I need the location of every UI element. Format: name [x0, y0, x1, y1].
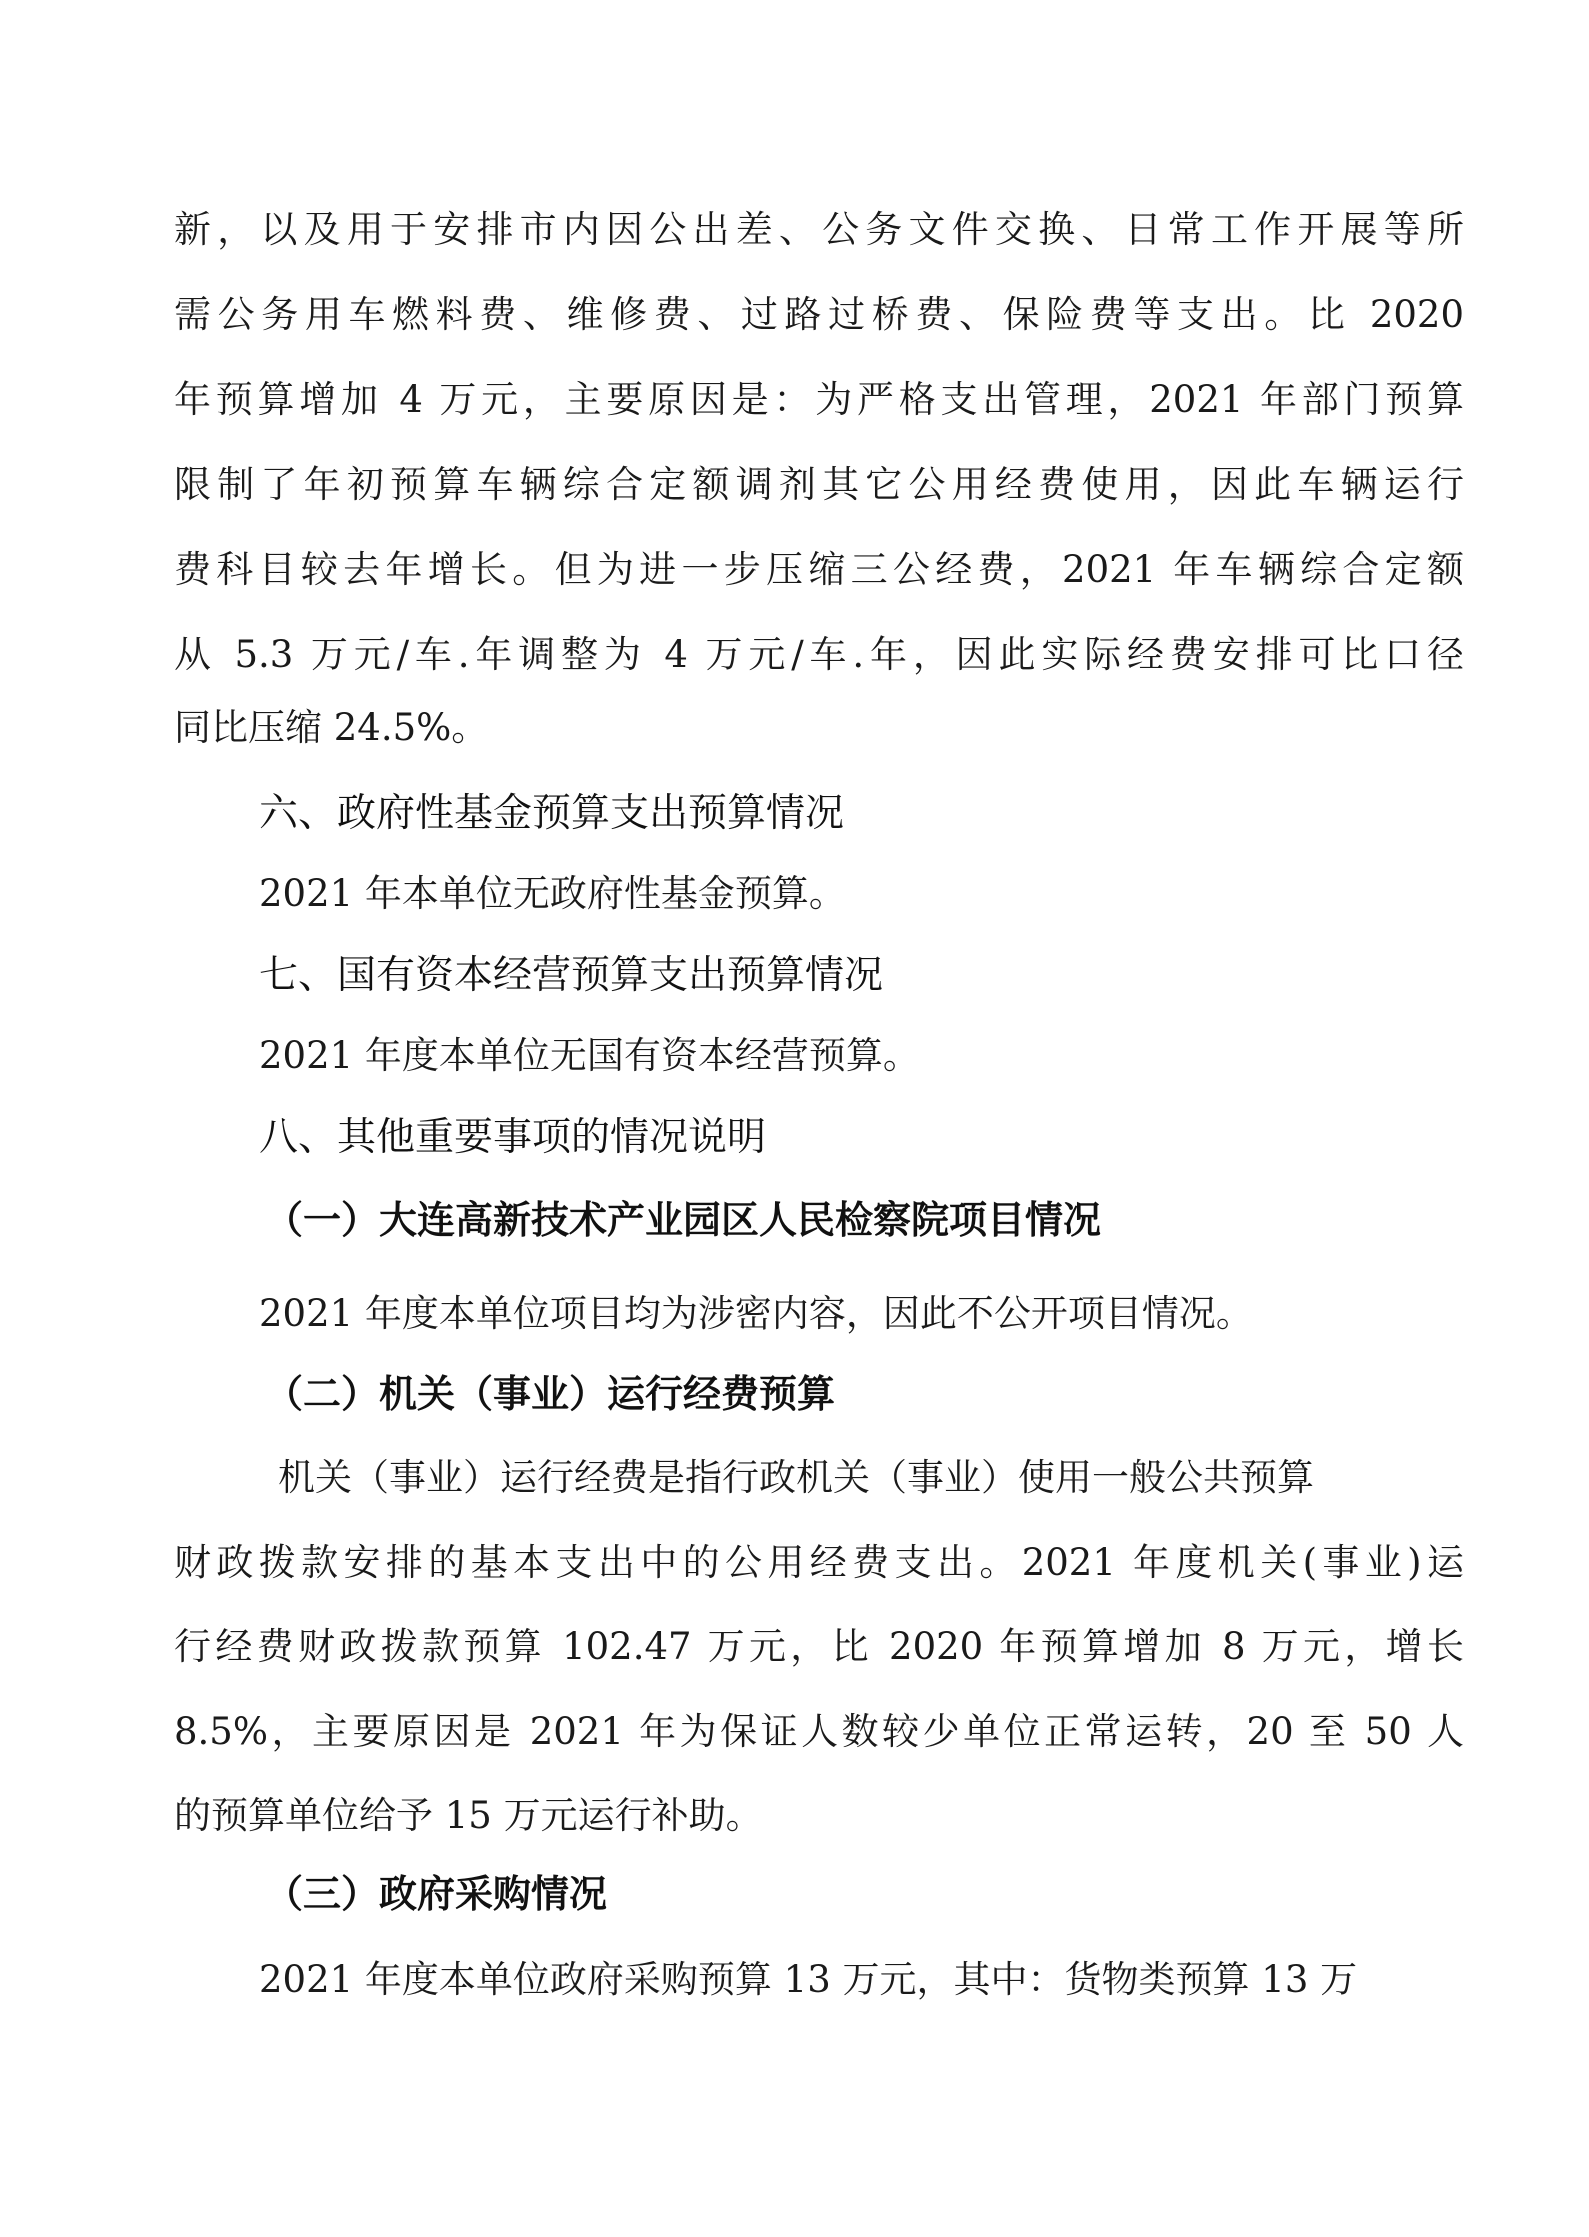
- subsection-heading-1: （一）大连高新技术产业园区人民检察院项目情况: [265, 1198, 1102, 1242]
- subsection-heading-2: （二）机关（事业）运行经费预算: [265, 1372, 836, 1416]
- section-heading-6: 六、政府性基金预算支出预算情况: [259, 791, 845, 836]
- subsection-text-1: 2021 年度本单位项目均为涉密内容，因此不公开项目情况。: [259, 1292, 1253, 1335]
- paragraph-line: 8.5%，主要原因是 2021 年为保证人数较少单位正常运转，20 至 50 人: [174, 1710, 1464, 1753]
- paragraph-line: 年预算增加 4 万元，主要原因是：为严格支出管理，2021 年部门预算: [174, 378, 1464, 421]
- paragraph-line: 从 5.3 万元/车.年调整为 4 万元/车.年，因此实际经费安排可比口径: [174, 633, 1464, 676]
- paragraph-line: 同比压缩 24.5%。: [174, 706, 489, 749]
- section-text-7: 2021 年度本单位无国有资本经营预算。: [259, 1034, 920, 1077]
- paragraph-line: 财政拨款安排的基本支出中的公用经费支出。2021 年度机关(事业)运: [174, 1541, 1464, 1584]
- subsection-text-3: 2021 年度本单位政府采购预算 13 万元，其中：货物类预算 13 万: [259, 1958, 1358, 2001]
- section-text-6: 2021 年本单位无政府性基金预算。: [259, 872, 846, 915]
- paragraph-line: 费科目较去年增长。但为进一步压缩三公经费，2021 年车辆综合定额: [174, 548, 1464, 591]
- section-heading-7: 七、国有资本经营预算支出预算情况: [259, 953, 884, 998]
- paragraph-line: 限制了年初预算车辆综合定额调剂其它公用经费使用，因此车辆运行: [174, 463, 1464, 506]
- paragraph-line: 新，以及用于安排市内因公出差、公务文件交换、日常工作开展等所: [174, 208, 1464, 251]
- paragraph-line: 需公务用车燃料费、维修费、过路过桥费、保险费等支出。比 2020: [174, 293, 1464, 336]
- paragraph-line: 的预算单位给予 15 万元运行补助。: [174, 1794, 763, 1837]
- paragraph-line: 机关（事业）运行经费是指行政机关（事业）使用一般公共预算: [278, 1456, 1314, 1499]
- paragraph-line: 行经费财政拨款预算 102.47 万元，比 2020 年预算增加 8 万元，增长: [174, 1625, 1464, 1668]
- section-heading-8: 八、其他重要事项的情况说明: [259, 1115, 767, 1160]
- subsection-heading-3: （三）政府采购情况: [265, 1872, 608, 1916]
